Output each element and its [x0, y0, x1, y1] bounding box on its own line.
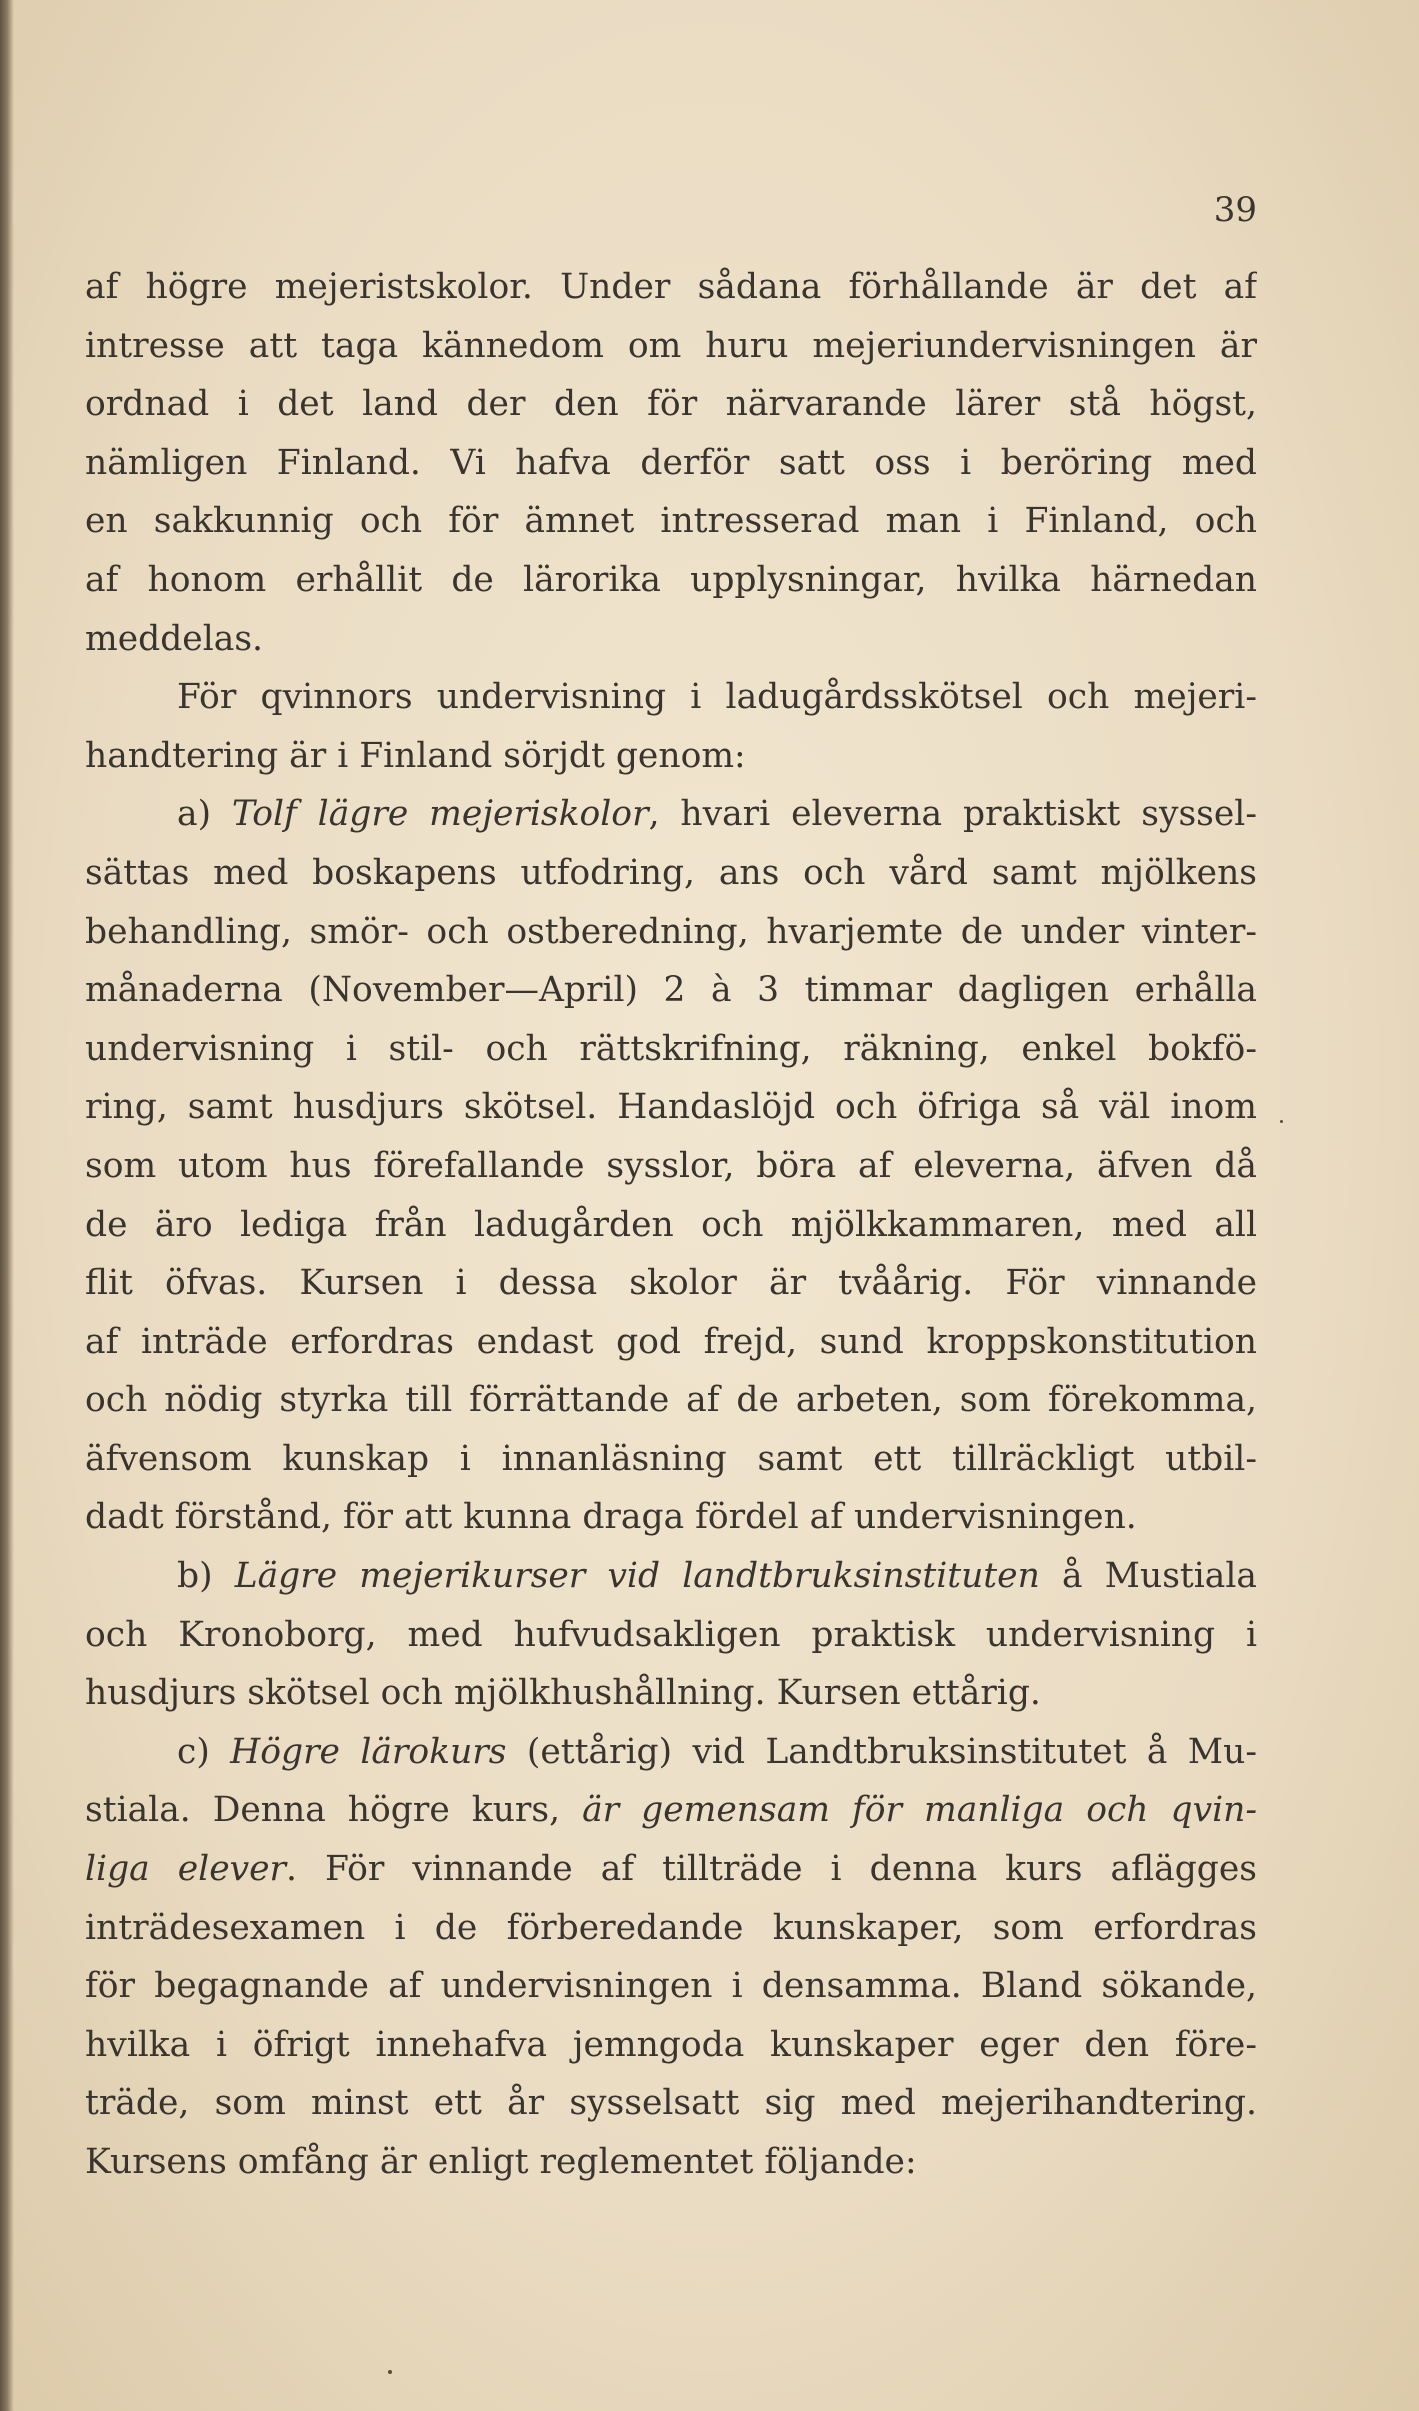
- text-line: [85, 727, 1257, 786]
- text-segment: , hvari eleverna praktiskt syssel-: [648, 794, 1257, 835]
- text-line: [85, 961, 1257, 1020]
- text-segment: . För vinnande af tillträde i denna kurs aflägges: [286, 1849, 1257, 1890]
- page-number: 39: [1213, 190, 1257, 230]
- text-segment: För qvinnors undervisning i ladugårdsskötsel och mejeri-: [177, 677, 1257, 718]
- text-line: [85, 1664, 1257, 1723]
- text-segment: Kursens omfång är enligt reglementet följande:: [85, 2142, 917, 2182]
- text-segment: intresse att taga kännedom om huru mejeriundervisningen är: [85, 325, 1257, 366]
- text-line: [85, 434, 1257, 493]
- text-line: [85, 1371, 1257, 1430]
- text-segment: ring, samt husdjurs skötsel. Handaslöjd och öfriga så väl inom: [85, 1087, 1257, 1128]
- text-segment: träde, som minst ett år sysselsatt sig med mejerihandtering.: [85, 2083, 1257, 2124]
- text-segment: och Kronoborg, med hufvudsakligen praktisk undervisning i: [85, 1614, 1257, 1655]
- text-line: [85, 1078, 1257, 1137]
- text-line: [85, 1899, 1257, 1958]
- text-line: [85, 1723, 1257, 1782]
- text-segment: hvilka i öfrigt innehafva jemngoda kunskaper eger den före-: [85, 2024, 1257, 2065]
- text-line: [85, 1254, 1257, 1313]
- text-segment: behandling, smör- och ostberedning, hvarjemte de under vinter-: [85, 911, 1257, 952]
- text-segment: å Mustiala: [1039, 1556, 1257, 1597]
- italic-text: Högre lärokurs: [230, 1731, 507, 1772]
- print-speck: [1280, 1120, 1283, 1123]
- text-line: [85, 492, 1257, 551]
- text-segment: b): [177, 1556, 235, 1597]
- text-line: [85, 1606, 1257, 1665]
- text-segment: månaderna (November—April) 2 à 3 timmar dagligen erhålla: [85, 970, 1257, 1011]
- text-segment: en sakkunnig och för ämnet intresserad man i Finland, och: [85, 501, 1257, 542]
- text-segment: af inträde erfordras endast god frejd, sund kroppskonstitution: [85, 1321, 1257, 1362]
- text-segment: och nödig styrka till förrättande af de arbeten, som förekomma,: [85, 1380, 1257, 1421]
- text-line: [85, 2074, 1257, 2133]
- text-segment: dadt förstånd, för att kunna draga fördel af undervisningen.: [85, 1497, 1137, 1538]
- italic-text: liga elever: [85, 1849, 287, 1890]
- text-line: [85, 2133, 1257, 2192]
- text-line: [85, 317, 1257, 376]
- text-segment: c): [177, 1731, 231, 1772]
- italic-text: Tolf lägre mejeriskolor: [231, 794, 649, 835]
- text-segment: husdjurs skötsel och mjölkhushållning. Kursen ettårig.: [85, 1673, 1041, 1714]
- text-line: [85, 1137, 1257, 1196]
- text-line: [85, 375, 1257, 434]
- text-line: [85, 668, 1257, 727]
- text-segment: som utom hus förefallande sysslor, böra af eleverna, äfven då: [85, 1145, 1257, 1186]
- italic-text: Lägre mejerikurser vid landtbruksinstituten: [234, 1556, 1040, 1597]
- text-line: [85, 1840, 1257, 1899]
- text-segment: handtering är i Finland sörjdt genom:: [85, 735, 746, 776]
- text-segment: för begagnande af undervisningen i densamma. Bland sökande,: [85, 1966, 1257, 2007]
- text-segment: stiala. Denna högre kurs,: [85, 1790, 583, 1831]
- text-line: [85, 1020, 1257, 1079]
- body-text: [85, 258, 1257, 2192]
- text-segment: meddelas.: [85, 618, 263, 659]
- text-segment: a): [177, 794, 232, 835]
- text-line: [85, 903, 1257, 962]
- text-line: [85, 1547, 1257, 1606]
- text-line: [85, 1957, 1257, 2016]
- text-line: [85, 1781, 1257, 1840]
- text-segment: af högre mejeristskolor. Under sådana förhållande är det af: [85, 267, 1257, 307]
- text-segment: sättas med boskapens utfodring, ans och vård samt mjölkens: [85, 852, 1257, 893]
- text-segment: ordnad i det land der den för närvarande lärer stå högst,: [85, 384, 1257, 425]
- text-line: [85, 610, 1257, 669]
- text-segment: flit öfvas. Kursen i dessa skolor är tvåårig. För vinnande: [85, 1263, 1257, 1304]
- text-segment: undervisning i stil- och rättskrifning, räkning, enkel bokfö-: [85, 1028, 1257, 1069]
- text-line: [85, 551, 1257, 610]
- text-line: [85, 2016, 1257, 2075]
- text-line: [85, 785, 1257, 844]
- page-binding-edge: [0, 0, 14, 2411]
- text-segment: (ettårig) vid Landtbruksinstitutet å Mu-: [506, 1731, 1257, 1772]
- print-speck: [388, 2370, 392, 2374]
- text-line: [85, 1196, 1257, 1255]
- text-segment: nämligen Finland. Vi hafva derför satt oss i beröring med: [85, 442, 1257, 483]
- text-segment: inträdesexamen i de förberedande kunskaper, som erfordras: [85, 1907, 1257, 1948]
- text-segment: äfvensom kunskap i innanläsning samt ett tillräckligt utbil-: [85, 1438, 1257, 1479]
- text-line: [85, 258, 1257, 317]
- italic-text: är gemensam för manliga och qvin-: [582, 1790, 1257, 1831]
- text-line: [85, 844, 1257, 903]
- text-line: [85, 1313, 1257, 1372]
- text-segment: af honom erhållit de lärorika upplysningar, hvilka härnedan: [85, 559, 1257, 600]
- text-line: [85, 1430, 1257, 1489]
- text-line: [85, 1488, 1257, 1547]
- text-segment: de äro lediga från ladugården och mjölkkammaren, med all: [85, 1204, 1257, 1245]
